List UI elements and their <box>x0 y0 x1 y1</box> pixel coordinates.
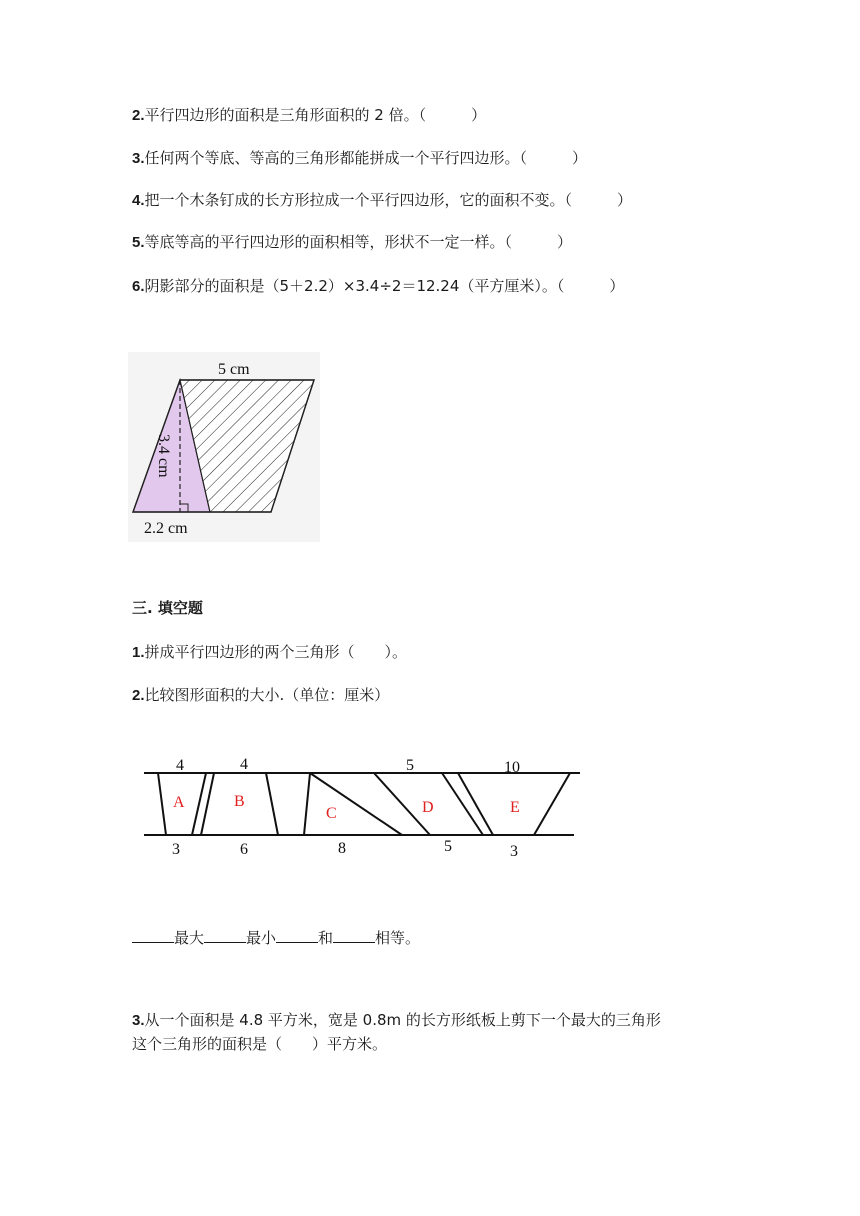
question-text: 拼成平行四边形的两个三角形（ ）。 <box>144 643 408 661</box>
top-label-4: 4 <box>240 756 248 773</box>
shape-c-edge <box>304 773 310 835</box>
fill-question-2 <box>132 685 389 706</box>
question-text: 等底等高的平行四边形的面积相等，形状不一定一样。（ ） <box>144 233 573 251</box>
fill-question-3-cont: 这个三角形的面积是（ ）平方米。 <box>132 1035 388 1053</box>
answer-blank[interactable] <box>333 928 375 943</box>
section-title: 三. 填空题 <box>132 599 203 617</box>
shape-d-label: D <box>422 799 434 816</box>
top-label-4: 4 <box>176 757 184 774</box>
question-text-line1: 从一个面积是 4.8 平方米，宽是 0.8m 的长方形纸板上剪下一个最大的三角形 <box>144 1011 661 1029</box>
question-number: 6. <box>132 278 145 295</box>
shape-b-edge <box>266 773 278 835</box>
shape-a-edge <box>158 773 166 835</box>
question-text: 比较图形面积的大小.（单位：厘米） <box>144 686 390 704</box>
shape-e-edge <box>534 773 570 835</box>
question-number: 2. <box>132 107 145 124</box>
judge-question-3 <box>132 148 587 169</box>
question-text: 把一个木条钉成的长方形拉成一个平行四边形，它的面积不变。（ ） <box>144 191 633 209</box>
question-text: 任何两个等底、等高的三角形都能拼成一个平行四边形。（ ） <box>144 149 588 167</box>
shapes-comparison-figure <box>140 750 588 866</box>
question-number: 5. <box>132 234 145 251</box>
top-label: 5 cm <box>218 361 250 378</box>
top-label-5: 5 <box>406 757 414 774</box>
shape-a-label: A <box>173 794 185 811</box>
judge-question-5 <box>132 232 572 253</box>
blank-label-largest: 最大 <box>174 929 205 947</box>
height-label: 3.4 cm <box>155 434 172 478</box>
judge-question-6 <box>132 276 624 297</box>
answer-blank[interactable] <box>132 928 174 943</box>
question-number: 2. <box>132 687 145 704</box>
shape-c-edge <box>310 773 402 835</box>
answer-blank[interactable] <box>204 928 246 943</box>
fill-question-1 <box>132 642 407 663</box>
blank-label-smallest: 最小 <box>246 929 277 947</box>
top-label-10: 10 <box>504 759 520 776</box>
judge-question-2 <box>132 105 486 126</box>
blank-label-equal: 相等。 <box>375 929 421 947</box>
bottom-label-6: 6 <box>240 841 248 858</box>
bottom-label-3: 3 <box>172 841 180 858</box>
bottom-label-3: 3 <box>510 843 518 860</box>
question-number: 1. <box>132 644 145 661</box>
parallelogram-figure <box>128 352 320 542</box>
question-text: 平行四边形的面积是三角形面积的 2 倍。（ ） <box>144 106 487 124</box>
question-number: 4. <box>132 192 145 209</box>
bottom-label: 2.2 cm <box>144 520 188 537</box>
answer-blanks-line <box>132 928 420 948</box>
shape-b-label: B <box>234 793 245 810</box>
bottom-label-5: 5 <box>444 838 452 855</box>
bottom-label-8: 8 <box>338 840 346 857</box>
blank-label-and: 和 <box>318 929 334 947</box>
answer-blank[interactable] <box>276 928 318 943</box>
fill-question-3 <box>132 1010 661 1031</box>
question-number: 3. <box>132 1012 145 1029</box>
judge-question-4 <box>132 190 632 211</box>
shape-c-label: C <box>326 805 337 822</box>
question-number: 3. <box>132 150 145 167</box>
shape-e-label: E <box>510 799 520 816</box>
question-text: 阴影部分的面积是（5＋2.2）×3.4÷2＝12.24（平方厘米）。（ ） <box>144 277 625 295</box>
